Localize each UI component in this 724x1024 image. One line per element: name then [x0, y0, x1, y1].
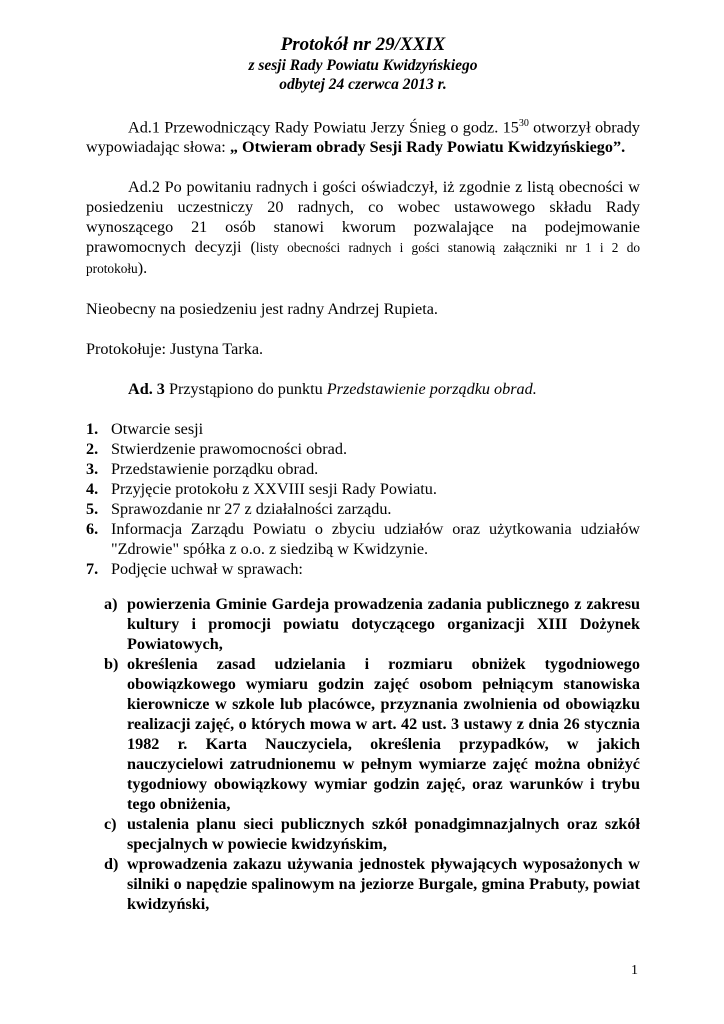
agenda-item: 5. Sprawozdanie nr 27 z działalności zarządu. [86, 500, 392, 519]
ad2-paragraph: Ad.2 Po powitaniu radnych i gości oświadczył, iż zgodnie z listą obecności w posiedzeniu uczestniczy 20 radnych, co wobec ustawowego składu Rady wynoszącego 21 osób stanowi kworum pozwalające na podejmowanie prawomocnych decyzji (listy obecności radnych i gości stanowią załączniki nr 1 i 2 do protokołu). [86, 178, 641, 278]
agenda-item: 2. Stwierdzenie prawomocności obrad. [86, 440, 347, 459]
document-page [86, 34, 640, 914]
ad3-paragraph: Ad. 3 Przystąpiono do punktu Przedstawienie porządku obrad. [128, 380, 537, 399]
attachments-note: listy obecności radnych i gości stanowią załączniki nr 1 i 2 do protokołu [86, 240, 641, 277]
time-superscript: 30 [518, 118, 529, 129]
resolution-item: b) określenia zasad udzielania i rozmiaru obniżek tygodniowego obowiązkowego wymiaru godzin zajęć osobom pełniącym stanowiska kierownicze w szkole lub placówce, przyznania zwolnienia od obowiązku realizacji zajęć, o których mowa w art. 42 ust. 3 ustawy z dnia 26 stycznia 1982 r. Karta Nauczyciela, określenia przypadków, w jakich nauczycielowi zatrudnionemu w pełnym wymiarze zajęć można obniżyć tygodniowy obowiązkowy wymiar godzin zajęć, oraz warunków i trybu tego obniżenia, [104, 655, 640, 814]
resolution-item: d) wprowadzenia zakazu używania jednostek pływających wyposażonych w silniki o napędzie spalinowym na jeziorze Burgale, gmina Prabuty, powiat kwidzyński, [104, 855, 640, 914]
resolutions-list [86, 594, 640, 914]
resolution-item: a) powierzenia Gminie Gardeja prowadzenia zadania publicznego z zakresu kultury i promocji powiatu dotyczącego organizacji XIII Dożynek Powiatowych, [104, 595, 640, 654]
agenda-item: 6. Informacja Zarządu Powiatu o zbyciu udziałów oraz użytkowania udziałów "Zdrowie" spółka z o.o. z siedzibą w Kwidzynie. [86, 520, 640, 559]
agenda-item: 7. Podjęcie uchwał w sprawach: [86, 560, 303, 579]
absent-note: Nieobecny na posiedzeniu jest radny Andrzej Rupieta. [86, 300, 438, 319]
agenda-item: 4. Przyjęcie protokołu z XXVIII sesji Rady Powiatu. [86, 480, 437, 499]
resolution-item: c) ustalenia planu sieci publicznych szkół ponadgimnazjalnych oraz szkół specjalnych w powiecie kwidzyńskim, [104, 815, 640, 854]
agenda-list [86, 419, 640, 579]
recorder-note: Protokołuje: Justyna Tarka. [86, 340, 264, 359]
session-date: odbytej 24 czerwca 2013 r. [279, 76, 447, 93]
opening-quote: „ Otwieram obrady Sesji Rady Powiatu Kwidzyńskiego”. [229, 138, 626, 157]
agenda-item: 3. Przedstawienie porządku obrad. [86, 460, 319, 479]
session-subtitle: z sesji Rady Powiatu Kwidzyńskiego [248, 57, 478, 74]
page-number: 1 [631, 963, 638, 978]
document-title: Protokół nr 29/XXIX [280, 34, 446, 55]
ad3-label: Ad. 3 [128, 380, 165, 399]
agenda-item: 1. Otwarcie sesji [86, 420, 204, 439]
ad1-paragraph: Ad.1 Przewodniczący Rady Powiatu Jerzy Śnieg o godz. $15^{30}$ otworzył obrady wypowiadając słowa: „ Otwieram obrady Sesji Rady Powiatu Kwidzyńskiego”. [86, 118, 640, 157]
ad3-topic: Przedstawienie porządku obrad. [326, 380, 537, 399]
